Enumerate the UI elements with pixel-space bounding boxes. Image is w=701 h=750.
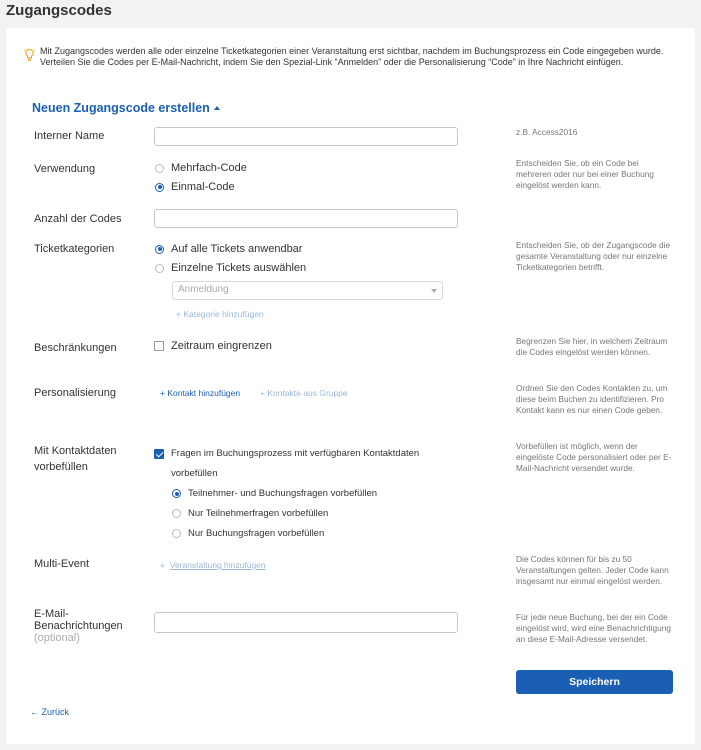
radio-on-icon <box>155 183 164 192</box>
save-button[interactable]: Speichern <box>516 670 673 694</box>
add-event-text: Veranstaltung hinzufügen <box>169 560 266 570</box>
email-label-line2: Benachrichtungen <box>34 620 123 632</box>
prefill-label-line1: Mit Kontaktdaten <box>34 445 117 457</box>
email-optional: (optional) <box>34 632 80 644</box>
radio-off-icon <box>155 164 164 173</box>
add-group-contacts-link[interactable]: + Kontakte aus Gruppe <box>260 388 348 398</box>
prefill-option-booking[interactable] <box>172 528 324 539</box>
restrictions-checkbox[interactable] <box>154 340 272 352</box>
prefill-option-participant[interactable] <box>172 508 328 519</box>
category-select-value: Anmeldung <box>178 284 229 295</box>
personalization-label: Personalisierung <box>34 387 116 399</box>
prefill-label <box>34 443 117 475</box>
prefill-checkbox-line2: vorbefüllen <box>171 468 218 479</box>
usage-option-label: Einmal-Code <box>171 181 235 193</box>
radio-on-icon <box>172 489 181 498</box>
restrictions-hint: Begrenzen Sie hier, in welchem Zeitraum die Codes eingelöst werden können. <box>516 336 668 357</box>
checkbox-checked-icon <box>154 449 164 459</box>
prefill-option-label: Teilnehmer- und Buchungsfragen vorbefüllen <box>188 488 378 499</box>
info-text-1: Mit Zugangscodes werden alle oder einzelne Ticketkategorien einer Veranstaltung erst sichtbar, nachdem im Buchungsprozess ein Code eingegeben wurde. <box>40 46 664 56</box>
radio-on-icon <box>155 245 164 254</box>
prefill-label-line2: vorbefüllen <box>34 461 88 473</box>
usage-option-label: Mehrfach-Code <box>171 162 247 174</box>
multi-event-label: Multi-Event <box>34 558 90 570</box>
internal-name-input[interactable] <box>154 127 458 146</box>
email-hint: Für jede neue Buchung, bei der ein Code eingelöst wird, wird eine Benachrichtigung an diese E-Mail-Adresse versendet. <box>516 612 671 644</box>
restrictions-label: Beschränkungen <box>34 342 117 354</box>
section-title: Neuen Zugangscode erstellen <box>32 101 210 115</box>
radio-off-icon <box>155 264 164 273</box>
prefill-hint: Vorbefüllen ist möglich, wenn der eingelöste Code personalisiert oder per E-Mail-Nachricht versendet wurde. <box>516 441 672 473</box>
ticket-option-single[interactable] <box>155 262 306 274</box>
personalization-hint: Ordnen Sie den Codes Kontakten zu, um diese beim Buchen zu identifizieren. Pro Kontakt kann es nur einen Code geben. <box>516 383 668 415</box>
email-label <box>34 608 123 644</box>
add-contact-link[interactable]: + Kontakt hinzufügen <box>160 388 241 398</box>
prefill-checkbox[interactable] <box>154 444 419 484</box>
usage-option-multi[interactable] <box>155 162 247 174</box>
internal-name-label: Interner Name <box>34 130 105 142</box>
chevron-down-icon <box>431 289 437 293</box>
add-event-plus: + <box>160 560 165 570</box>
form-card <box>6 28 695 744</box>
add-category-link[interactable]: + Kategorie hinzufügen <box>176 309 264 319</box>
section-toggle[interactable] <box>32 101 220 115</box>
usage-option-single[interactable] <box>155 181 235 193</box>
restrictions-checkbox-label: Zeitraum eingrenzen <box>171 340 272 352</box>
multi-event-hint: Die Codes können für bis zu 50 Veranstaltungen gelten. Jeder Code kann insgesamt nur einmal eingelöst werden. <box>516 554 669 586</box>
radio-off-icon <box>172 509 181 518</box>
count-label: Anzahl der Codes <box>34 213 122 225</box>
ticket-categories-label: Ticketkategorien <box>34 243 115 255</box>
category-select[interactable] <box>172 281 443 300</box>
lightbulb-icon <box>24 48 40 68</box>
caret-up-icon <box>214 106 220 110</box>
ticket-option-label: Auf alle Tickets anwendbar <box>171 243 303 255</box>
email-label-line1: E-Mail- <box>34 608 69 620</box>
ticket-option-label: Einzelne Tickets auswählen <box>171 262 307 274</box>
internal-name-hint: z.B. Access2016 <box>516 127 578 137</box>
usage-label: Verwendung <box>34 163 96 175</box>
checkbox-unchecked-icon <box>154 341 164 351</box>
ticket-categories-hint: Entscheiden Sie, ob der Zugangscode die gesamte Veranstaltung oder nur einzelne Ticketkategorien betrifft. <box>516 240 671 272</box>
info-text-2: Verteilen Sie die Codes per E-Mail-Nachricht, indem Sie den Spezial-Link “Anmelden” oder die Personalisierung “Code” in Ihre Nachricht einfügen. <box>40 57 624 67</box>
back-link[interactable]: ← Zurück <box>30 707 70 717</box>
radio-off-icon <box>172 529 181 538</box>
email-input[interactable] <box>154 612 458 633</box>
prefill-option-both[interactable] <box>172 488 377 499</box>
prefill-option-label: Nur Teilnehmerfragen vorbefüllen <box>188 508 329 519</box>
page-title: Zugangscodes <box>6 2 112 19</box>
add-event-link[interactable] <box>160 560 266 570</box>
prefill-option-label: Nur Buchungsfragen vorbefüllen <box>188 528 325 539</box>
prefill-checkbox-line1: Fragen im Buchungsprozess mit verfügbaren Kontaktdaten <box>171 448 420 459</box>
usage-hint: Entscheiden Sie, ob ein Code bei mehreren oder nur bei einer Buchung eingelöst werden kann. <box>516 158 654 190</box>
info-box <box>24 46 674 68</box>
count-input[interactable] <box>154 209 458 228</box>
ticket-option-all[interactable] <box>155 243 302 255</box>
